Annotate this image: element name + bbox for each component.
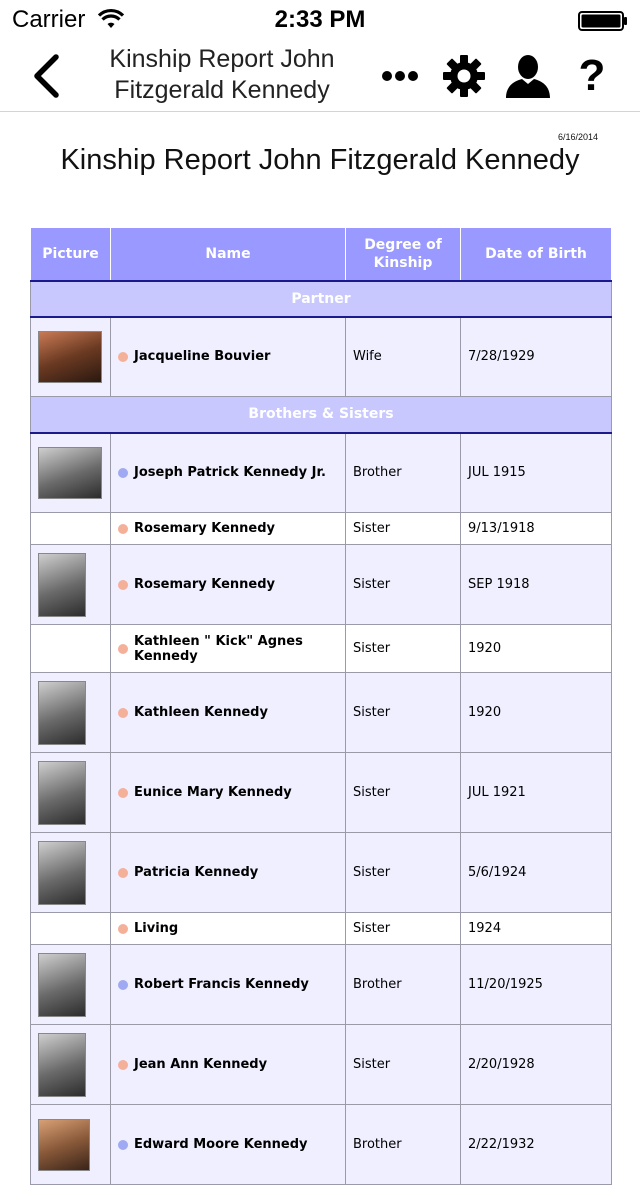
dob-cell: 5/6/1924 [461, 833, 612, 913]
picture-cell [31, 945, 111, 1025]
picture-cell [31, 317, 111, 397]
female-indicator-icon [118, 924, 128, 934]
picture-cell [31, 513, 111, 545]
table-row[interactable] [31, 833, 612, 913]
user-icon [504, 54, 552, 98]
male-indicator-icon [118, 980, 128, 990]
name-content [118, 785, 338, 800]
column-header-dob: Date of Birth [461, 228, 612, 281]
name-content [118, 865, 338, 880]
column-header-picture: Picture [31, 228, 111, 281]
table-row[interactable] [31, 513, 612, 545]
settings-button[interactable] [440, 52, 488, 100]
name-content [118, 705, 338, 720]
female-indicator-icon [118, 352, 128, 362]
person-name: Jacqueline Bouvier [134, 349, 271, 365]
person-name: Rosemary Kennedy [134, 577, 275, 592]
person-name: Living [134, 921, 179, 936]
degree-cell: Sister [346, 625, 461, 673]
table-row[interactable] [31, 1105, 612, 1185]
nav-title [96, 44, 348, 106]
person-name: Robert Francis Kennedy [134, 977, 309, 992]
table-row[interactable] [31, 753, 612, 833]
picture-cell [31, 1105, 111, 1185]
person-name: Jean Ann Kennedy [134, 1057, 268, 1072]
picture-cell [31, 1025, 111, 1105]
female-indicator-icon [118, 1060, 128, 1070]
gear-icon [442, 54, 486, 98]
male-indicator-icon [118, 468, 128, 478]
degree-cell: Sister [346, 545, 461, 625]
more-button[interactable] [378, 52, 422, 100]
back-button[interactable] [26, 50, 66, 102]
user-button[interactable] [502, 52, 554, 100]
female-indicator-icon [118, 868, 128, 878]
name-content [118, 577, 338, 592]
picture-cell [31, 753, 111, 833]
female-indicator-icon [118, 708, 128, 718]
male-indicator-icon [118, 1140, 128, 1150]
picture-cell [31, 433, 111, 513]
picture-cell [31, 625, 111, 673]
group-header-row [31, 397, 612, 433]
female-indicator-icon [118, 788, 128, 798]
degree-cell: Brother [346, 945, 461, 1025]
person-name: Edward Moore Kennedy [134, 1137, 308, 1152]
name-cell[interactable] [111, 513, 346, 545]
name-content [118, 465, 338, 480]
name-cell[interactable] [111, 625, 346, 673]
name-cell[interactable] [111, 945, 346, 1025]
more-icon [381, 70, 419, 82]
dob-cell: 7/28/1929 [461, 317, 612, 397]
table-row[interactable] [31, 625, 612, 673]
column-header-degree-line1: Degree of [364, 236, 442, 253]
avatar [38, 1119, 90, 1171]
degree-cell: Wife [346, 317, 461, 397]
degree-cell: Sister [346, 753, 461, 833]
table-row[interactable] [31, 1025, 612, 1105]
name-content [118, 521, 338, 536]
dob-cell: 11/20/1925 [461, 945, 612, 1025]
report-title: Kinship Report John Fitzgerald Kennedy [60, 144, 580, 176]
dob-cell: 2/20/1928 [461, 1025, 612, 1105]
column-header-name: Name [111, 228, 346, 281]
name-cell[interactable] [111, 673, 346, 753]
group-header-row [31, 281, 612, 317]
picture-cell [31, 545, 111, 625]
degree-cell: Sister [346, 673, 461, 753]
degree-cell: Brother [346, 433, 461, 513]
name-content [118, 1057, 338, 1072]
dob-cell: 1920 [461, 625, 612, 673]
nav-title-line2: Fitzgerald Kennedy [114, 76, 330, 104]
status-bar [0, 0, 640, 40]
dob-cell: JUL 1921 [461, 753, 612, 833]
picture-cell [31, 673, 111, 753]
avatar [38, 1033, 86, 1097]
table-row[interactable] [31, 945, 612, 1025]
table-row[interactable] [31, 913, 612, 945]
name-cell[interactable] [111, 833, 346, 913]
name-content [118, 349, 338, 364]
name-cell[interactable] [111, 913, 346, 945]
table-row[interactable] [31, 317, 612, 397]
avatar [38, 447, 102, 499]
female-indicator-icon [118, 644, 128, 654]
name-cell[interactable] [111, 545, 346, 625]
person-name: Kathleen " Kick" Agnes Kennedy [134, 633, 303, 664]
nav-bar [0, 40, 640, 112]
avatar [38, 553, 86, 617]
carrier-label: Carrier [12, 6, 86, 33]
person-name: Joseph Patrick Kennedy Jr. [134, 465, 326, 481]
table-row[interactable] [31, 673, 612, 753]
kinship-table-container [30, 227, 611, 1185]
nav-title-line1: Kinship Report John [109, 45, 335, 73]
table-row[interactable] [31, 433, 612, 513]
table-body [31, 281, 612, 1185]
table-header-row [31, 228, 612, 281]
name-content [118, 634, 338, 664]
back-chevron-icon [32, 54, 60, 98]
person-name: Kathleen Kennedy [134, 705, 268, 720]
report-date: 6/16/2014 [557, 132, 598, 142]
dob-cell: 1924 [461, 913, 612, 945]
avatar [38, 841, 86, 905]
name-cell[interactable] [111, 433, 346, 513]
dob-cell: JUL 1915 [461, 433, 612, 513]
avatar [38, 761, 86, 825]
column-header-degree-line2: Kinship [373, 254, 433, 271]
person-name: Rosemary Kennedy [134, 521, 275, 536]
dob-cell: 9/13/1918 [461, 513, 612, 545]
picture-cell [31, 913, 111, 945]
dob-cell: SEP 1918 [461, 545, 612, 625]
name-cell[interactable] [111, 317, 346, 397]
female-indicator-icon [118, 524, 128, 534]
battery-icon [578, 11, 628, 31]
avatar [38, 331, 102, 383]
kinship-table [30, 227, 612, 1185]
name-cell[interactable] [111, 1105, 346, 1185]
picture-cell [31, 833, 111, 913]
name-cell[interactable] [111, 753, 346, 833]
status-time: 2:33 PM [274, 6, 366, 33]
help-icon: ? [578, 51, 606, 100]
name-content [118, 1137, 338, 1152]
group-title: Brothers & Sisters [31, 397, 612, 433]
name-content [118, 921, 338, 936]
degree-cell: Sister [346, 913, 461, 945]
person-name: Patricia Kennedy [134, 865, 259, 880]
degree-cell: Sister [346, 513, 461, 545]
column-header-degree [346, 228, 461, 281]
avatar [38, 953, 86, 1017]
dob-cell: 1920 [461, 673, 612, 753]
degree-cell: Sister [346, 833, 461, 913]
name-cell[interactable] [111, 1025, 346, 1105]
avatar [38, 681, 86, 745]
name-content [118, 977, 338, 992]
group-title: Partner [31, 281, 612, 317]
person-name: Eunice Mary Kennedy [134, 785, 292, 800]
degree-cell: Brother [346, 1105, 461, 1185]
female-indicator-icon [118, 580, 128, 590]
help-button[interactable] [570, 52, 614, 100]
dob-cell: 2/22/1932 [461, 1105, 612, 1185]
table-row[interactable] [31, 545, 612, 625]
degree-cell: Sister [346, 1025, 461, 1105]
